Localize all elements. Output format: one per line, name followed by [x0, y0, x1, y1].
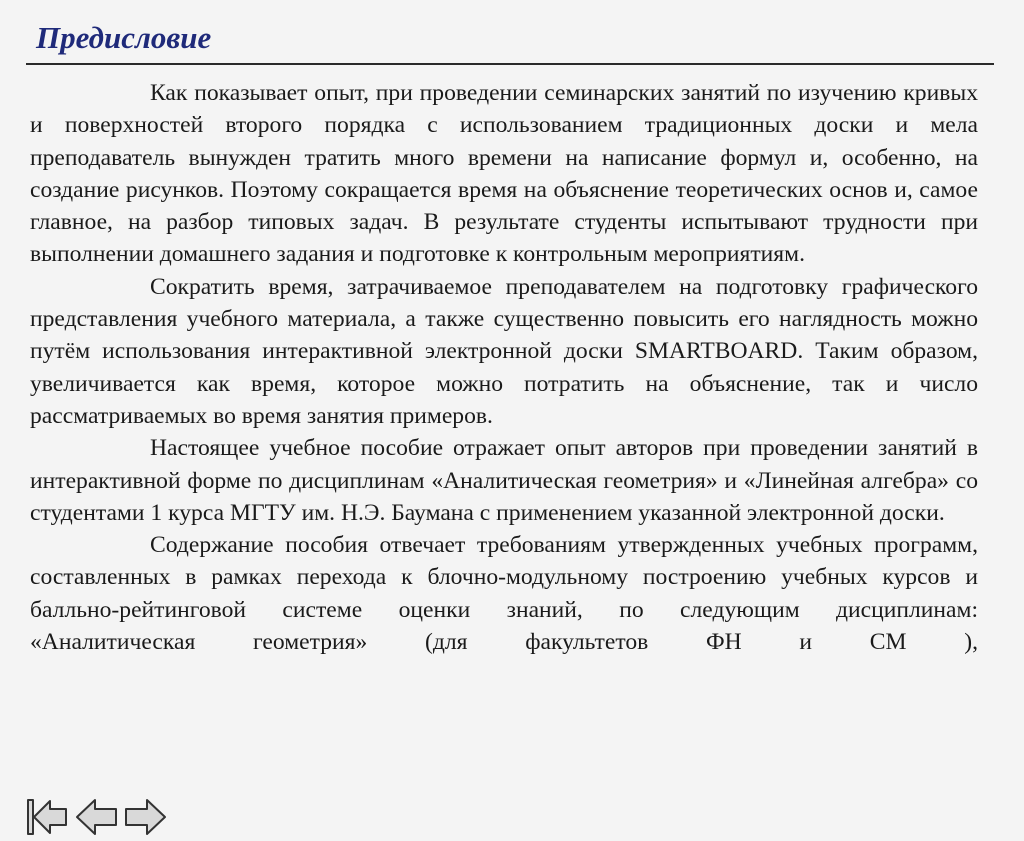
next-slide-button[interactable] [122, 796, 168, 838]
title-divider [26, 63, 994, 65]
arrow-right-icon [122, 796, 168, 838]
first-slide-button[interactable] [24, 796, 70, 838]
paragraph-2: Сократить время, затрачиваемое преподавателем на подготовку графического представления учебного материала, а также существенно повысить его наглядность можно путём использования интерактивной электронной доски SMARTBOARD. Таким образом, увеличивается как время, которое можно потратить на объяснение, так и число рассматриваемых во время занятия примеров. [30, 273, 978, 429]
page-title: Предисловие [36, 20, 212, 55]
paragraph-1: Как показывает опыт, при проведении семинарских занятий по изучению кривых и поверхностей второго порядка с использованием традиционных доски и мела преподаватель вынужден тратить много времени на написание формул и, особенно, на создание рисунков. Поэтому сокращается время на объяснение теоретических основ и, самое главное, на разбор типовых задач. В результате студенты испытывают трудности при выполнении домашнего задания и подготовке к контрольным мероприятиям. [30, 80, 978, 268]
document-body [30, 77, 978, 658]
arrow-left-icon [74, 796, 120, 838]
slide-navigation [24, 796, 170, 838]
previous-slide-button[interactable] [74, 796, 120, 838]
paragraph-4: Содержание пособия отвечает требованиям утвержденных учебных программ, составленных в рамках перехода к блочно-модульному построению учебных курсов и балльно-рейтинговой системе оценки знаний, по следующим дисциплинам: «Аналитическая геометрия» (для факультетов ФН и СМ ), [30, 532, 978, 656]
paragraph-3: Настоящее учебное пособие отражает опыт авторов при проведении занятий в интерактивной форме по дисциплинам «Аналитическая геометрия» и «Линейная алгебра» со студентами 1 курса МГТУ им. Н.Э. Баумана с применением указанной электронной доски. [30, 435, 978, 526]
return-to-start-icon [24, 796, 70, 838]
